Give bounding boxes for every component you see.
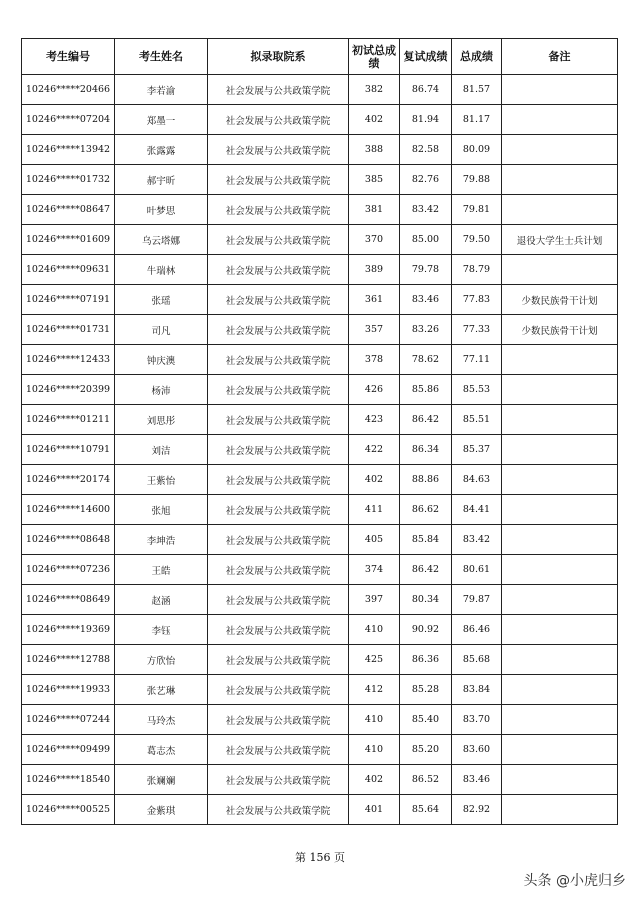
cell-department: 社会发展与公共政策学院 — [208, 705, 349, 735]
cell-retest-score: 86.42 — [400, 405, 452, 435]
cell-retest-score: 90.92 — [400, 615, 452, 645]
cell-retest-score: 85.84 — [400, 525, 452, 555]
cell-candidate-id: 10246*****20466 — [22, 75, 115, 105]
cell-initial-score: 370 — [349, 225, 400, 255]
header-candidate-id: 考生编号 — [22, 39, 115, 75]
cell-initial-score: 410 — [349, 705, 400, 735]
cell-retest-score: 85.28 — [400, 675, 452, 705]
cell-candidate-name: 郑墨一 — [115, 105, 208, 135]
cell-remarks — [502, 495, 618, 525]
cell-remarks — [502, 555, 618, 585]
table-row — [22, 285, 618, 315]
cell-department: 社会发展与公共政策学院 — [208, 795, 349, 825]
cell-total-score: 84.63 — [452, 465, 502, 495]
table-row — [22, 75, 618, 105]
admission-table-container — [21, 38, 618, 825]
cell-candidate-name: 葛志杰 — [115, 735, 208, 765]
cell-total-score: 79.88 — [452, 165, 502, 195]
cell-candidate-name: 张艺琳 — [115, 675, 208, 705]
table-row — [22, 705, 618, 735]
cell-candidate-id: 10246*****12433 — [22, 345, 115, 375]
cell-remarks — [502, 75, 618, 105]
cell-total-score: 85.53 — [452, 375, 502, 405]
cell-candidate-name: 张旭 — [115, 495, 208, 525]
cell-candidate-name: 金紫琪 — [115, 795, 208, 825]
cell-candidate-id: 10246*****07236 — [22, 555, 115, 585]
cell-retest-score: 86.52 — [400, 765, 452, 795]
cell-retest-score: 88.86 — [400, 465, 452, 495]
cell-candidate-name: 杨沛 — [115, 375, 208, 405]
cell-retest-score: 83.46 — [400, 285, 452, 315]
watermark: 头条 @小虎归乡 — [523, 873, 626, 889]
cell-retest-score: 86.62 — [400, 495, 452, 525]
cell-retest-score: 81.94 — [400, 105, 452, 135]
cell-retest-score: 86.74 — [400, 75, 452, 105]
cell-remarks — [502, 525, 618, 555]
cell-candidate-name: 方欣怡 — [115, 645, 208, 675]
table-row — [22, 195, 618, 225]
table-row — [22, 375, 618, 405]
cell-initial-score: 426 — [349, 375, 400, 405]
cell-initial-score: 411 — [349, 495, 400, 525]
cell-initial-score: 402 — [349, 105, 400, 135]
cell-candidate-name: 张露露 — [115, 135, 208, 165]
cell-retest-score: 86.34 — [400, 435, 452, 465]
cell-department: 社会发展与公共政策学院 — [208, 195, 349, 225]
cell-remarks — [502, 195, 618, 225]
table-row — [22, 225, 618, 255]
cell-total-score: 85.68 — [452, 645, 502, 675]
cell-total-score: 77.33 — [452, 315, 502, 345]
cell-candidate-id: 10246*****07244 — [22, 705, 115, 735]
cell-candidate-name: 刘思彤 — [115, 405, 208, 435]
cell-department: 社会发展与公共政策学院 — [208, 675, 349, 705]
cell-total-score: 79.50 — [452, 225, 502, 255]
table-row — [22, 405, 618, 435]
cell-candidate-id: 10246*****18540 — [22, 765, 115, 795]
cell-retest-score: 85.00 — [400, 225, 452, 255]
cell-candidate-name: 张瑶 — [115, 285, 208, 315]
table-row — [22, 795, 618, 825]
cell-candidate-id: 10246*****01211 — [22, 405, 115, 435]
cell-remarks — [502, 675, 618, 705]
cell-remarks — [502, 135, 618, 165]
cell-retest-score: 85.20 — [400, 735, 452, 765]
cell-department: 社会发展与公共政策学院 — [208, 315, 349, 345]
cell-candidate-name: 王紫怡 — [115, 465, 208, 495]
cell-department: 社会发展与公共政策学院 — [208, 735, 349, 765]
cell-candidate-name: 马玲杰 — [115, 705, 208, 735]
cell-initial-score: 385 — [349, 165, 400, 195]
cell-candidate-name: 司凡 — [115, 315, 208, 345]
cell-department: 社会发展与公共政策学院 — [208, 645, 349, 675]
table-row — [22, 315, 618, 345]
cell-department: 社会发展与公共政策学院 — [208, 75, 349, 105]
cell-remarks — [502, 735, 618, 765]
cell-candidate-id: 10246*****10791 — [22, 435, 115, 465]
cell-retest-score: 82.58 — [400, 135, 452, 165]
cell-total-score: 79.81 — [452, 195, 502, 225]
cell-retest-score: 79.78 — [400, 255, 452, 285]
cell-initial-score: 397 — [349, 585, 400, 615]
cell-candidate-name: 钟庆澳 — [115, 345, 208, 375]
cell-initial-score: 412 — [349, 675, 400, 705]
cell-remarks — [502, 705, 618, 735]
cell-remarks: 少数民族骨干计划 — [502, 315, 618, 345]
table-row — [22, 465, 618, 495]
table-row — [22, 645, 618, 675]
cell-initial-score: 361 — [349, 285, 400, 315]
cell-department: 社会发展与公共政策学院 — [208, 495, 349, 525]
cell-initial-score: 410 — [349, 735, 400, 765]
cell-initial-score: 425 — [349, 645, 400, 675]
cell-remarks — [502, 615, 618, 645]
table-row — [22, 165, 618, 195]
table-header-row — [22, 39, 618, 75]
cell-initial-score: 378 — [349, 345, 400, 375]
cell-candidate-id: 10246*****07191 — [22, 285, 115, 315]
cell-retest-score: 85.86 — [400, 375, 452, 405]
cell-department: 社会发展与公共政策学院 — [208, 285, 349, 315]
cell-total-score: 85.37 — [452, 435, 502, 465]
cell-total-score: 83.70 — [452, 705, 502, 735]
cell-initial-score: 402 — [349, 465, 400, 495]
table-row — [22, 675, 618, 705]
cell-initial-score: 423 — [349, 405, 400, 435]
cell-initial-score: 381 — [349, 195, 400, 225]
cell-remarks — [502, 345, 618, 375]
cell-remarks — [502, 255, 618, 285]
cell-candidate-name: 李若渝 — [115, 75, 208, 105]
cell-department: 社会发展与公共政策学院 — [208, 375, 349, 405]
header-remarks: 备注 — [502, 39, 618, 75]
cell-retest-score: 82.76 — [400, 165, 452, 195]
cell-total-score: 78.79 — [452, 255, 502, 285]
cell-total-score: 80.61 — [452, 555, 502, 585]
cell-department: 社会发展与公共政策学院 — [208, 135, 349, 165]
table-row — [22, 615, 618, 645]
table-row — [22, 495, 618, 525]
cell-remarks: 退役大学生士兵计划 — [502, 225, 618, 255]
cell-candidate-id: 10246*****00525 — [22, 795, 115, 825]
cell-department: 社会发展与公共政策学院 — [208, 525, 349, 555]
cell-total-score: 82.92 — [452, 795, 502, 825]
cell-total-score: 81.17 — [452, 105, 502, 135]
cell-candidate-id: 10246*****01731 — [22, 315, 115, 345]
cell-candidate-id: 10246*****01732 — [22, 165, 115, 195]
cell-department: 社会发展与公共政策学院 — [208, 345, 349, 375]
cell-retest-score: 86.42 — [400, 555, 452, 585]
header-initial-score: 初试总成绩 — [349, 39, 400, 75]
cell-initial-score: 388 — [349, 135, 400, 165]
cell-candidate-name: 刘洁 — [115, 435, 208, 465]
cell-candidate-id: 10246*****20174 — [22, 465, 115, 495]
table-row — [22, 255, 618, 285]
cell-retest-score: 83.26 — [400, 315, 452, 345]
cell-total-score: 83.84 — [452, 675, 502, 705]
cell-candidate-name: 乌云塔娜 — [115, 225, 208, 255]
cell-initial-score: 374 — [349, 555, 400, 585]
cell-candidate-id: 10246*****13942 — [22, 135, 115, 165]
cell-initial-score: 405 — [349, 525, 400, 555]
table-row — [22, 105, 618, 135]
cell-candidate-id: 10246*****09631 — [22, 255, 115, 285]
cell-department: 社会发展与公共政策学院 — [208, 405, 349, 435]
cell-total-score: 84.41 — [452, 495, 502, 525]
cell-candidate-id: 10246*****12788 — [22, 645, 115, 675]
table-row — [22, 765, 618, 795]
cell-initial-score: 422 — [349, 435, 400, 465]
cell-total-score: 79.87 — [452, 585, 502, 615]
cell-total-score: 86.46 — [452, 615, 502, 645]
cell-department: 社会发展与公共政策学院 — [208, 555, 349, 585]
cell-total-score: 77.11 — [452, 345, 502, 375]
cell-candidate-id: 10246*****19369 — [22, 615, 115, 645]
cell-candidate-name: 李钰 — [115, 615, 208, 645]
cell-remarks — [502, 165, 618, 195]
header-department: 拟录取院系 — [208, 39, 349, 75]
cell-candidate-name: 赵涵 — [115, 585, 208, 615]
header-total-score: 总成绩 — [452, 39, 502, 75]
cell-total-score: 77.83 — [452, 285, 502, 315]
cell-initial-score: 382 — [349, 75, 400, 105]
cell-candidate-name: 李坤浩 — [115, 525, 208, 555]
cell-remarks — [502, 645, 618, 675]
cell-candidate-id: 10246*****20399 — [22, 375, 115, 405]
cell-total-score: 83.60 — [452, 735, 502, 765]
cell-department: 社会发展与公共政策学院 — [208, 435, 349, 465]
cell-total-score: 83.46 — [452, 765, 502, 795]
cell-candidate-id: 10246*****09499 — [22, 735, 115, 765]
table-row — [22, 555, 618, 585]
cell-department: 社会发展与公共政策学院 — [208, 225, 349, 255]
cell-retest-score: 86.36 — [400, 645, 452, 675]
cell-candidate-id: 10246*****08647 — [22, 195, 115, 225]
cell-department: 社会发展与公共政策学院 — [208, 165, 349, 195]
header-candidate-name: 考生姓名 — [115, 39, 208, 75]
cell-department: 社会发展与公共政策学院 — [208, 255, 349, 285]
cell-retest-score: 80.34 — [400, 585, 452, 615]
cell-department: 社会发展与公共政策学院 — [208, 585, 349, 615]
cell-remarks — [502, 585, 618, 615]
cell-retest-score: 85.64 — [400, 795, 452, 825]
cell-candidate-id: 10246*****01609 — [22, 225, 115, 255]
table-row — [22, 135, 618, 165]
table-row — [22, 735, 618, 765]
cell-total-score: 83.42 — [452, 525, 502, 555]
table-body — [22, 75, 618, 825]
cell-initial-score: 402 — [349, 765, 400, 795]
cell-candidate-name: 叶梦思 — [115, 195, 208, 225]
cell-candidate-name: 张斓斓 — [115, 765, 208, 795]
table-row — [22, 525, 618, 555]
cell-remarks — [502, 795, 618, 825]
cell-total-score: 85.51 — [452, 405, 502, 435]
cell-retest-score: 85.40 — [400, 705, 452, 735]
cell-remarks — [502, 105, 618, 135]
cell-total-score: 81.57 — [452, 75, 502, 105]
header-retest-score: 复试成绩 — [400, 39, 452, 75]
cell-remarks — [502, 765, 618, 795]
cell-candidate-id: 10246*****07204 — [22, 105, 115, 135]
cell-remarks — [502, 435, 618, 465]
cell-department: 社会发展与公共政策学院 — [208, 465, 349, 495]
page-number: 第 156 页 — [295, 851, 345, 864]
cell-department: 社会发展与公共政策学院 — [208, 765, 349, 795]
admission-table — [21, 38, 618, 825]
cell-department: 社会发展与公共政策学院 — [208, 105, 349, 135]
cell-initial-score: 357 — [349, 315, 400, 345]
cell-retest-score: 78.62 — [400, 345, 452, 375]
cell-total-score: 80.09 — [452, 135, 502, 165]
cell-retest-score: 83.42 — [400, 195, 452, 225]
cell-remarks — [502, 405, 618, 435]
table-row — [22, 435, 618, 465]
cell-initial-score: 401 — [349, 795, 400, 825]
cell-candidate-id: 10246*****08648 — [22, 525, 115, 555]
cell-initial-score: 410 — [349, 615, 400, 645]
cell-remarks — [502, 375, 618, 405]
table-row — [22, 345, 618, 375]
cell-remarks: 少数民族骨干计划 — [502, 285, 618, 315]
cell-candidate-name: 牛瑞林 — [115, 255, 208, 285]
cell-candidate-id: 10246*****19933 — [22, 675, 115, 705]
table-row — [22, 585, 618, 615]
cell-candidate-id: 10246*****14600 — [22, 495, 115, 525]
cell-candidate-name: 郝宇昕 — [115, 165, 208, 195]
cell-initial-score: 389 — [349, 255, 400, 285]
cell-candidate-id: 10246*****08649 — [22, 585, 115, 615]
cell-candidate-name: 王皓 — [115, 555, 208, 585]
cell-department: 社会发展与公共政策学院 — [208, 615, 349, 645]
cell-remarks — [502, 465, 618, 495]
